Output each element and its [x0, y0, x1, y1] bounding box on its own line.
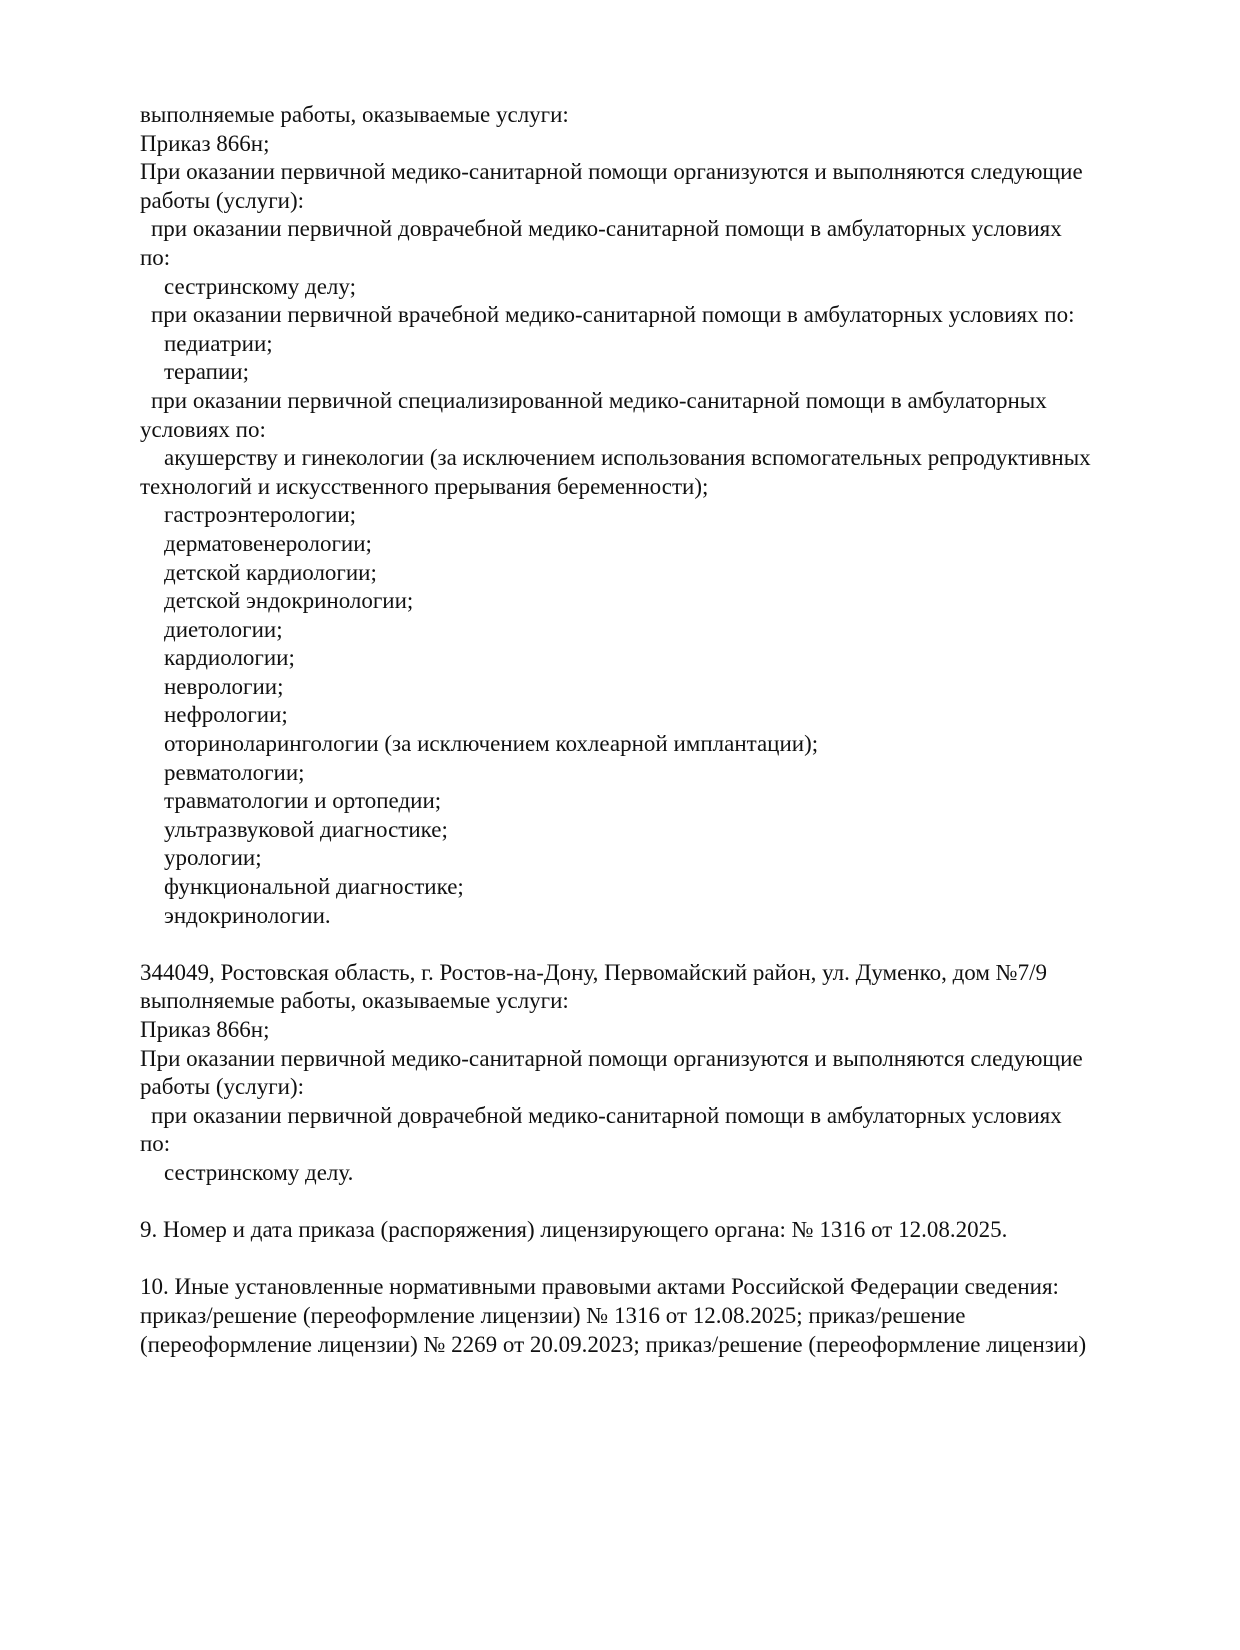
text-line: при оказании первичной специализированной медико-санитарной помощи в амбулаторных	[151, 387, 1047, 413]
list-item: педиатрии;	[164, 330, 273, 356]
text-line: при оказании первичной доврачебной медико-санитарной помощи в амбулаторных условиях	[151, 1102, 1062, 1128]
list-item: диетологии;	[164, 616, 283, 642]
text-line: технологий и искусственного прерывания беременности);	[140, 473, 709, 499]
list-item: неврологии;	[164, 673, 284, 699]
text-line: Приказ 866н;	[140, 1017, 270, 1042]
list-item: функциональной диагностике;	[164, 874, 464, 900]
text-line: При оказании первичной медико-санитарной помощи организуются и выполняются следующие	[140, 159, 1083, 185]
text-line: При оказании первичной медико-санитарной помощи организуются и выполняются следующие	[140, 1045, 1083, 1071]
text-line: по:	[140, 244, 171, 270]
spacer	[140, 1188, 1140, 1217]
list-item: эндокринологии.	[164, 902, 331, 928]
list-item: гастроэнтерологии;	[164, 502, 357, 528]
address-line: 344049, Ростовская область, г. Ростов-на-Дону, Первомайский район, ул. Думенко, дом №7/9	[140, 959, 1047, 985]
list-item: детской кардиологии;	[164, 559, 377, 585]
text-line: Приказ 866н;	[140, 130, 270, 156]
list-item: урологии;	[164, 845, 262, 871]
list-item: оториноларингологии (за исключением кохлеарной имплантации);	[164, 731, 819, 757]
spacer	[140, 930, 1140, 959]
spacer	[140, 1245, 1140, 1274]
list-item: кардиологии;	[164, 645, 295, 671]
section-10-other-info	[140, 1273, 1140, 1359]
services-block-1	[140, 101, 1140, 930]
text-line: работы (услуги):	[140, 1074, 304, 1100]
list-item: ревматологии;	[164, 759, 305, 785]
list-item: дерматовенерологии;	[164, 530, 372, 556]
list-item: акушерству и гинекологии (за исключением использования вспомогательных репродуктивных	[164, 445, 1091, 471]
list-item: ультразвуковой диагностике;	[164, 816, 448, 842]
list-item: терапии;	[164, 359, 249, 385]
list-item: детской эндокринологии;	[164, 588, 414, 614]
list-item: сестринскому делу;	[164, 273, 356, 299]
text-line: выполняемые работы, оказываемые услуги:	[140, 988, 569, 1014]
text-line: при оказании первичной доврачебной медико-санитарной помощи в амбулаторных условиях	[151, 216, 1062, 242]
list-item: сестринскому делу.	[164, 1159, 354, 1185]
services-block-2	[140, 959, 1140, 1188]
document-page	[140, 101, 1140, 1359]
list-item: нефрологии;	[164, 702, 288, 728]
text-line: 10. Иные установленные нормативными правовыми актами Российской Федерации сведения:	[140, 1274, 1059, 1300]
text-line: приказ/решение (переоформление лицензии) № 1316 от 12.08.2025; приказ/решение	[140, 1302, 966, 1328]
text-line: работы (услуги):	[140, 187, 304, 213]
text-line: при оказании первичной врачебной медико-санитарной помощи в амбулаторных условиях по:	[151, 302, 1075, 328]
section-9-order-number: 9. Номер и дата приказа (распоряжения) лицензирующего органа: № 1316 от 12.08.2025.	[140, 1217, 1008, 1243]
text-line: по:	[140, 1131, 171, 1157]
text-line: условиях по:	[140, 416, 266, 442]
text-line: выполняемые работы, оказываемые услуги:	[140, 102, 569, 127]
text-line: (переоформление лицензии) № 2269 от 20.09.2023; приказ/решение (переоформление лицензии)	[140, 1331, 1087, 1357]
list-item: травматологии и ортопедии;	[164, 788, 442, 814]
